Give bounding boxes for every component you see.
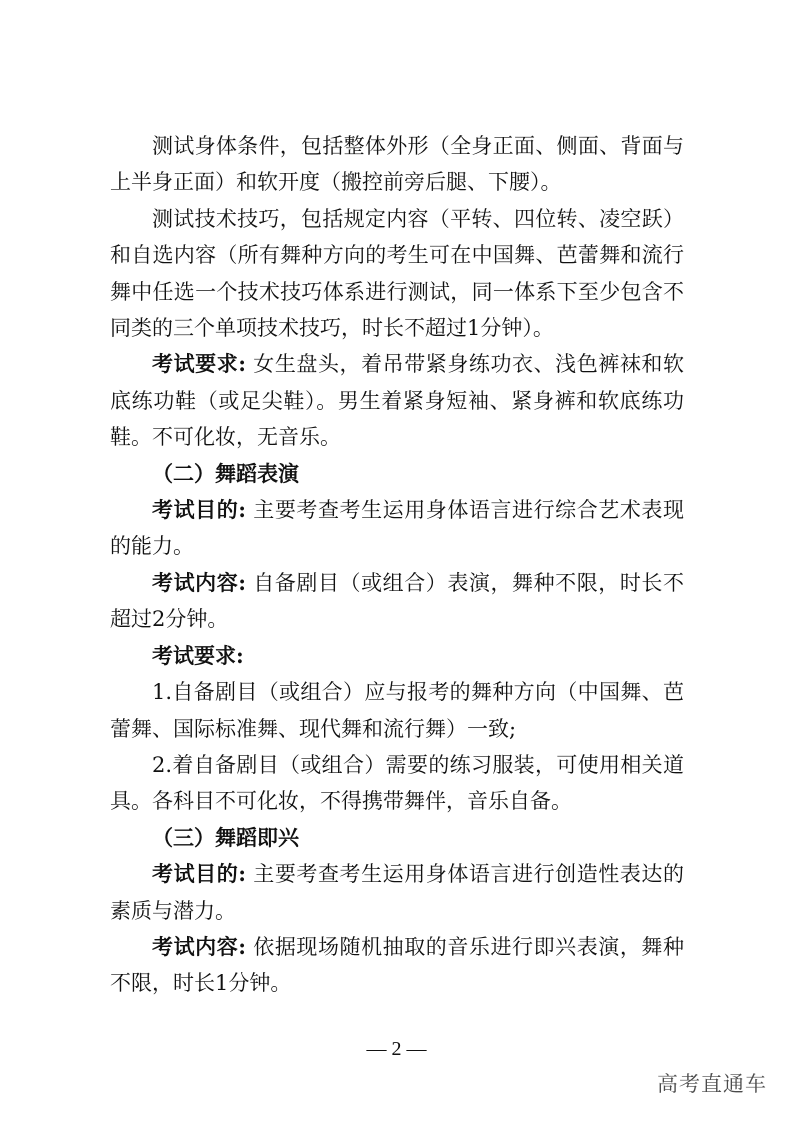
purpose-label: 考试目的: [152,861,247,887]
watermark-text: 高考直通车 [657,1072,767,1096]
section3-content [110,929,684,1002]
section2-heading: （二）舞蹈表演 [152,460,299,486]
top-margin [110,0,684,128]
purpose-text: 主要考查考生运用身体语言进行创造性表达的素质与潜力。 [110,862,684,923]
requirements-text: 女生盘头，着吊带紧身练功衣、浅色裤袜和软底练功鞋（或足尖鞋）。男生着紧身短袖、紧身裤和软底练功鞋。不可化妆，无音乐。 [110,352,684,450]
content-label: 考试内容: [152,569,247,595]
section2-content [110,565,684,638]
section3-purpose [110,856,684,929]
document-body [110,0,684,1002]
purpose-text: 主要考查考生运用身体语言进行综合艺术表现的能力。 [110,498,684,559]
section2-requirements-heading [110,638,684,674]
requirement-item: 1.自备剧目（或组合）应与报考的舞种方向（中国舞、芭蕾舞、国际标准舞、现代舞和流行舞）一致; [110,680,684,741]
body-condition-paragraph: 测试身体条件，包括整体外形（全身正面、侧面、背面与上半身正面）和软开度（搬控前旁后腿、下腰）。 [110,134,684,195]
requirement-item: 2.着自备剧目（或组合）需要的练习服装，可使用相关道具。各科目不可化妆，不得携带舞伴，音乐自备。 [110,752,684,814]
requirements-label: 考试要求: [152,351,247,377]
section1-requirements [110,346,684,455]
technique-paragraph: 测试技术技巧，包括规定内容（平转、四位转、凌空跃）和自选内容（所有舞种方向的考生可在中国舞、芭蕾舞和流行舞中任选一个技术技巧体系进行测试，同一体系下至少包含不同类的三个单项技术技巧，时长不超过1分钟）。 [110,206,684,341]
requirements-label: 考试要求: [152,642,244,668]
purpose-label: 考试目的: [152,497,247,523]
section3-heading: （三）舞蹈即兴 [152,824,299,850]
section2-purpose [110,492,684,565]
page-number: — 2 — [366,1038,427,1060]
content-label: 考试内容: [152,933,247,959]
content-text: 自备剧目（或组合）表演，舞种不限，时长不超过2分钟。 [110,570,684,632]
content-text: 依据现场随机抽取的音乐进行即兴表演，舞种不限，时长1分钟。 [110,934,684,996]
